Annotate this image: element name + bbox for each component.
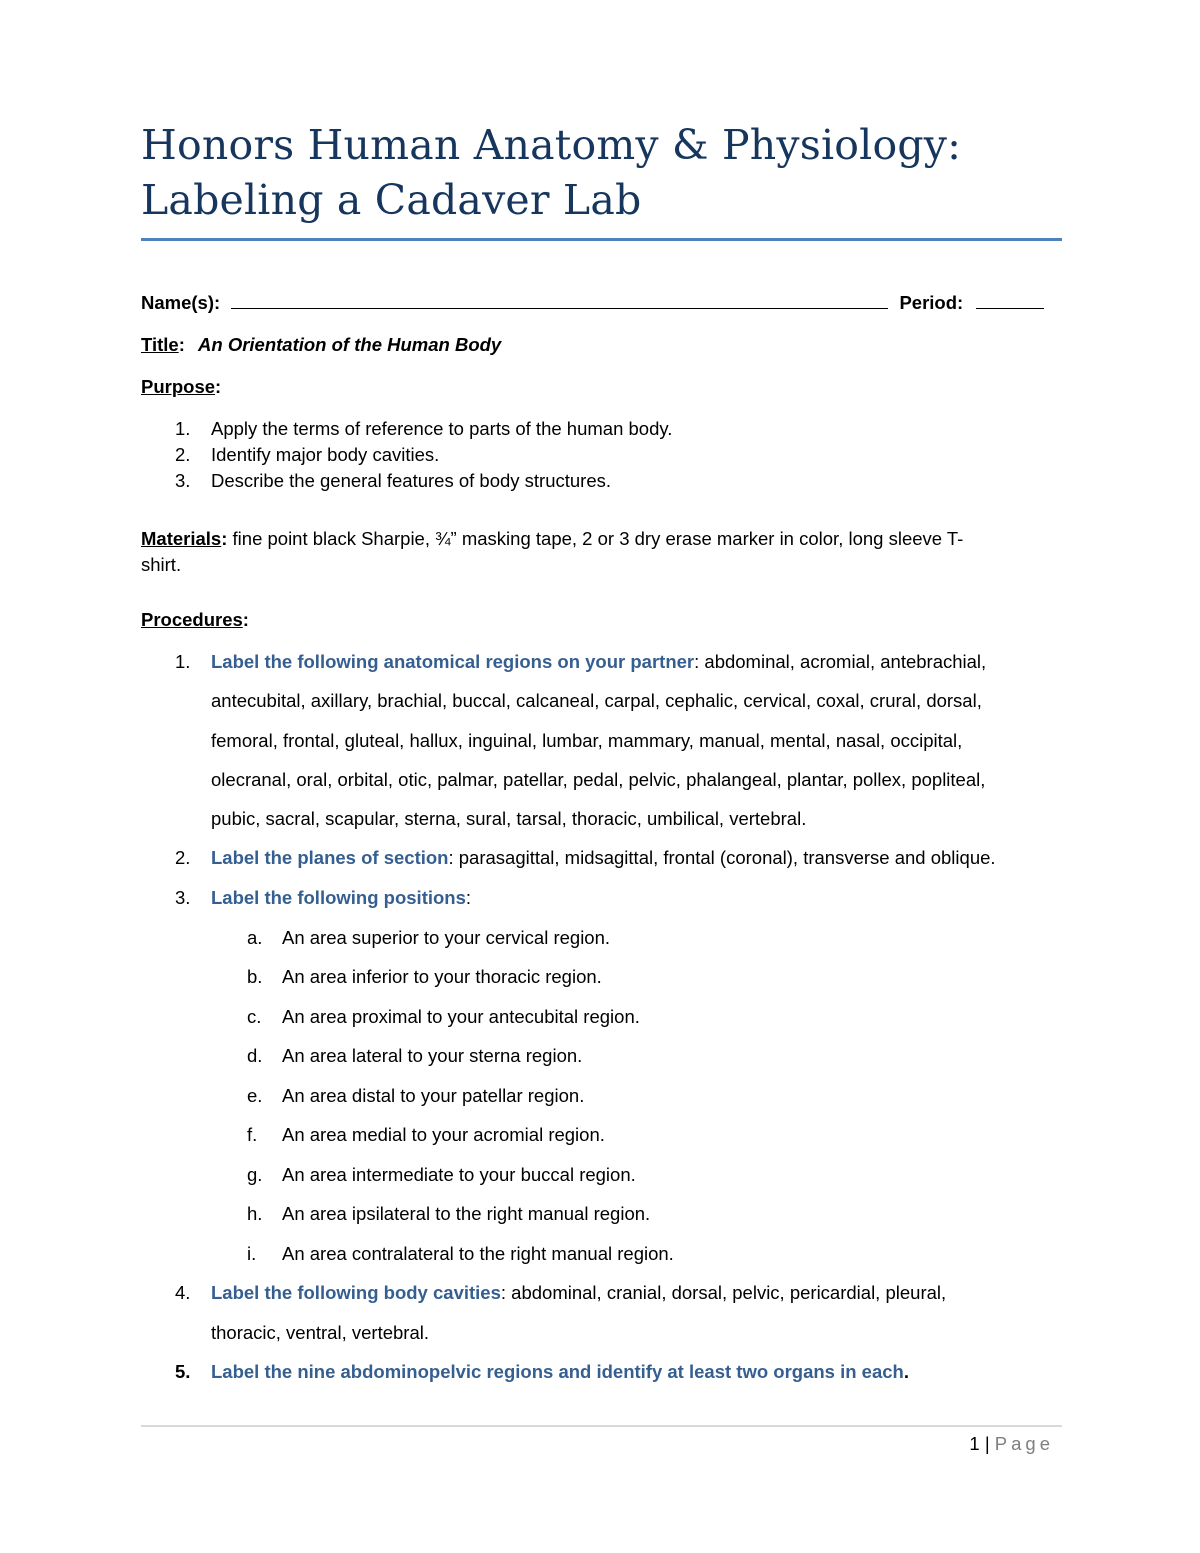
step-2-text: parasagittal, midsagittal, frontal (coronal), transverse and oblique.	[458, 847, 996, 868]
footer-separator: |	[984, 1433, 990, 1454]
procedures-heading: Procedures:	[141, 609, 249, 630]
position-item-text: An area proximal to your antecubital region.	[282, 1006, 640, 1027]
title-line-2: Labeling a Cadaver Lab	[141, 176, 642, 224]
period-blank[interactable]	[976, 288, 1044, 309]
materials-text: fine point black Sharpie, ¾” masking tape, 2 or 3 dry erase marker in color, long sleeve T-	[232, 528, 964, 549]
title-value: An Orientation of the Human Body	[198, 334, 502, 355]
purpose-item-text: Apply the terms of reference to parts of the human body.	[211, 418, 673, 439]
step-2-heading: Label the planes of section	[211, 847, 449, 868]
purpose-heading: Purpose:	[141, 376, 222, 397]
purpose-item-text: Describe the general features of body structures.	[211, 470, 612, 491]
step-1-text-line: olecranal, oral, orbital, otic, palmar, patellar, pedal, pelvic, phalangeal, plantar, pollex, popliteal,	[211, 769, 986, 790]
name-period-row	[141, 288, 1062, 316]
step-4-text: abdominal, cranial, dorsal, pelvic, pericardial, pleural,	[511, 1282, 947, 1303]
title-line-1: Honors Human Anatomy & Physiology:	[141, 121, 962, 169]
position-item-text: An area inferior to your thoracic region.	[282, 966, 602, 987]
document-page: Honors Human Anatomy & Physiology: Labeling a Cadaver Lab Name(s): Period: Title: An Orientation of the Human Body Purpose: 1. Apply the terms of reference to parts of the human body. 2. Identify major body cavities. 3. Describe the general features of body structures. Materials: fine point black Sharpie, ¾” masking tape, 2 or 3 dry erase marker in color, long sleeve T- shirt. Procedures: 1. Label the following anatomical regions on your partner: abdominal, acromial, antebrachial, antecubital, axillary, brachial, buccal, calcaneal, carpal, cephalic, cervical, coxal, crural, dorsal, femoral, frontal, gluteal, hallux, inguinal, lumbar, mammary, manual, mental, nasal, occipital, olecranal, oral, orbital, otic, palmar, patellar, pedal, pelvic, phalangeal, plantar, pollex, popliteal, pubic, sacral, scapular, sterna, sural, tarsal, thoracic, umbilical, vertebral. 2. Label the planes of section: parasagittal, midsagittal, frontal (coronal), transverse and oblique. 3. Label the following positions: a. An area superior to your cervical region. b. An area inferior to your thoracic region. c. An area proximal to your antecubital region. d. An area lateral to your sterna region. e. An area distal to your patellar region. f. An area medial to your acromial region. g. An area intermediate to your buccal region. h. An area ipsilateral to the right manual region. i. An area contralateral to the right manual region. 4. Label the following body cavities: abdominal, cranial, dorsal, pelvic, pericardial, pleural, thoracic, ventral, vertebral. 5. Label the nine abdominopelvic regions and identify at least two organs in each. 1 | Page	[141, 0, 1062, 1553]
position-item-text: An area superior to your cervical region.	[282, 927, 611, 948]
page-number: 1	[969, 1433, 980, 1454]
position-item-text: An area distal to your patellar region.	[282, 1085, 585, 1106]
purpose-item-text: Identify major body cavities.	[211, 444, 440, 465]
document-title	[141, 118, 1062, 228]
step-4-heading: Label the following body cavities	[211, 1282, 501, 1303]
step-1-heading: Label the following anatomical regions on your partner	[211, 651, 695, 672]
page-label: Page	[994, 1433, 1054, 1454]
period-label: Period:	[899, 292, 964, 313]
step-1-text: abdominal, acromial, antebrachial,	[704, 651, 987, 672]
step-4-text-line: thoracic, ventral, vertebral.	[211, 1322, 429, 1343]
page-footer	[969, 1432, 1054, 1456]
purpose-label: Purpose	[141, 376, 216, 397]
position-item-text: An area medial to your acromial region.	[282, 1124, 605, 1145]
materials-line-1: Materials: fine point black Sharpie, ¾” masking tape, 2 or 3 dry erase marker in color, long sleeve T-	[141, 528, 964, 549]
step-1-text-line: femoral, frontal, gluteal, hallux, inguinal, lumbar, mammary, manual, mental, nasal, occipital,	[211, 730, 963, 751]
materials-text-cont: shirt.	[141, 554, 182, 575]
step-3-heading: Label the following positions	[211, 887, 466, 908]
materials-label: Materials	[141, 528, 222, 549]
position-item-text: An area lateral to your sterna region.	[282, 1045, 583, 1066]
title-underline	[141, 238, 1062, 241]
position-item-text: An area contralateral to the right manual region.	[282, 1243, 674, 1264]
step-1-text-line: antecubital, axillary, brachial, buccal, calcaneal, carpal, cephalic, cervical, coxal, crural, dorsal,	[211, 690, 982, 711]
footer-divider	[141, 1425, 1062, 1427]
names-label: Name(s):	[141, 292, 221, 313]
title-label: Title	[141, 334, 179, 355]
names-blank[interactable]	[231, 288, 888, 309]
step-1-text-line: pubic, sacral, scapular, sterna, sural, tarsal, thoracic, umbilical, vertebral.	[211, 808, 807, 829]
title-row: Title: An Orientation of the Human Body	[141, 334, 502, 355]
step-5-heading: Label the nine abdominopelvic regions and identify at least two organs in each	[211, 1361, 904, 1382]
materials-line-2	[141, 552, 181, 578]
position-item-text: An area intermediate to your buccal region.	[282, 1164, 636, 1185]
position-item-text: An area ipsilateral to the right manual region.	[282, 1203, 651, 1224]
procedures-label: Procedures	[141, 609, 243, 630]
